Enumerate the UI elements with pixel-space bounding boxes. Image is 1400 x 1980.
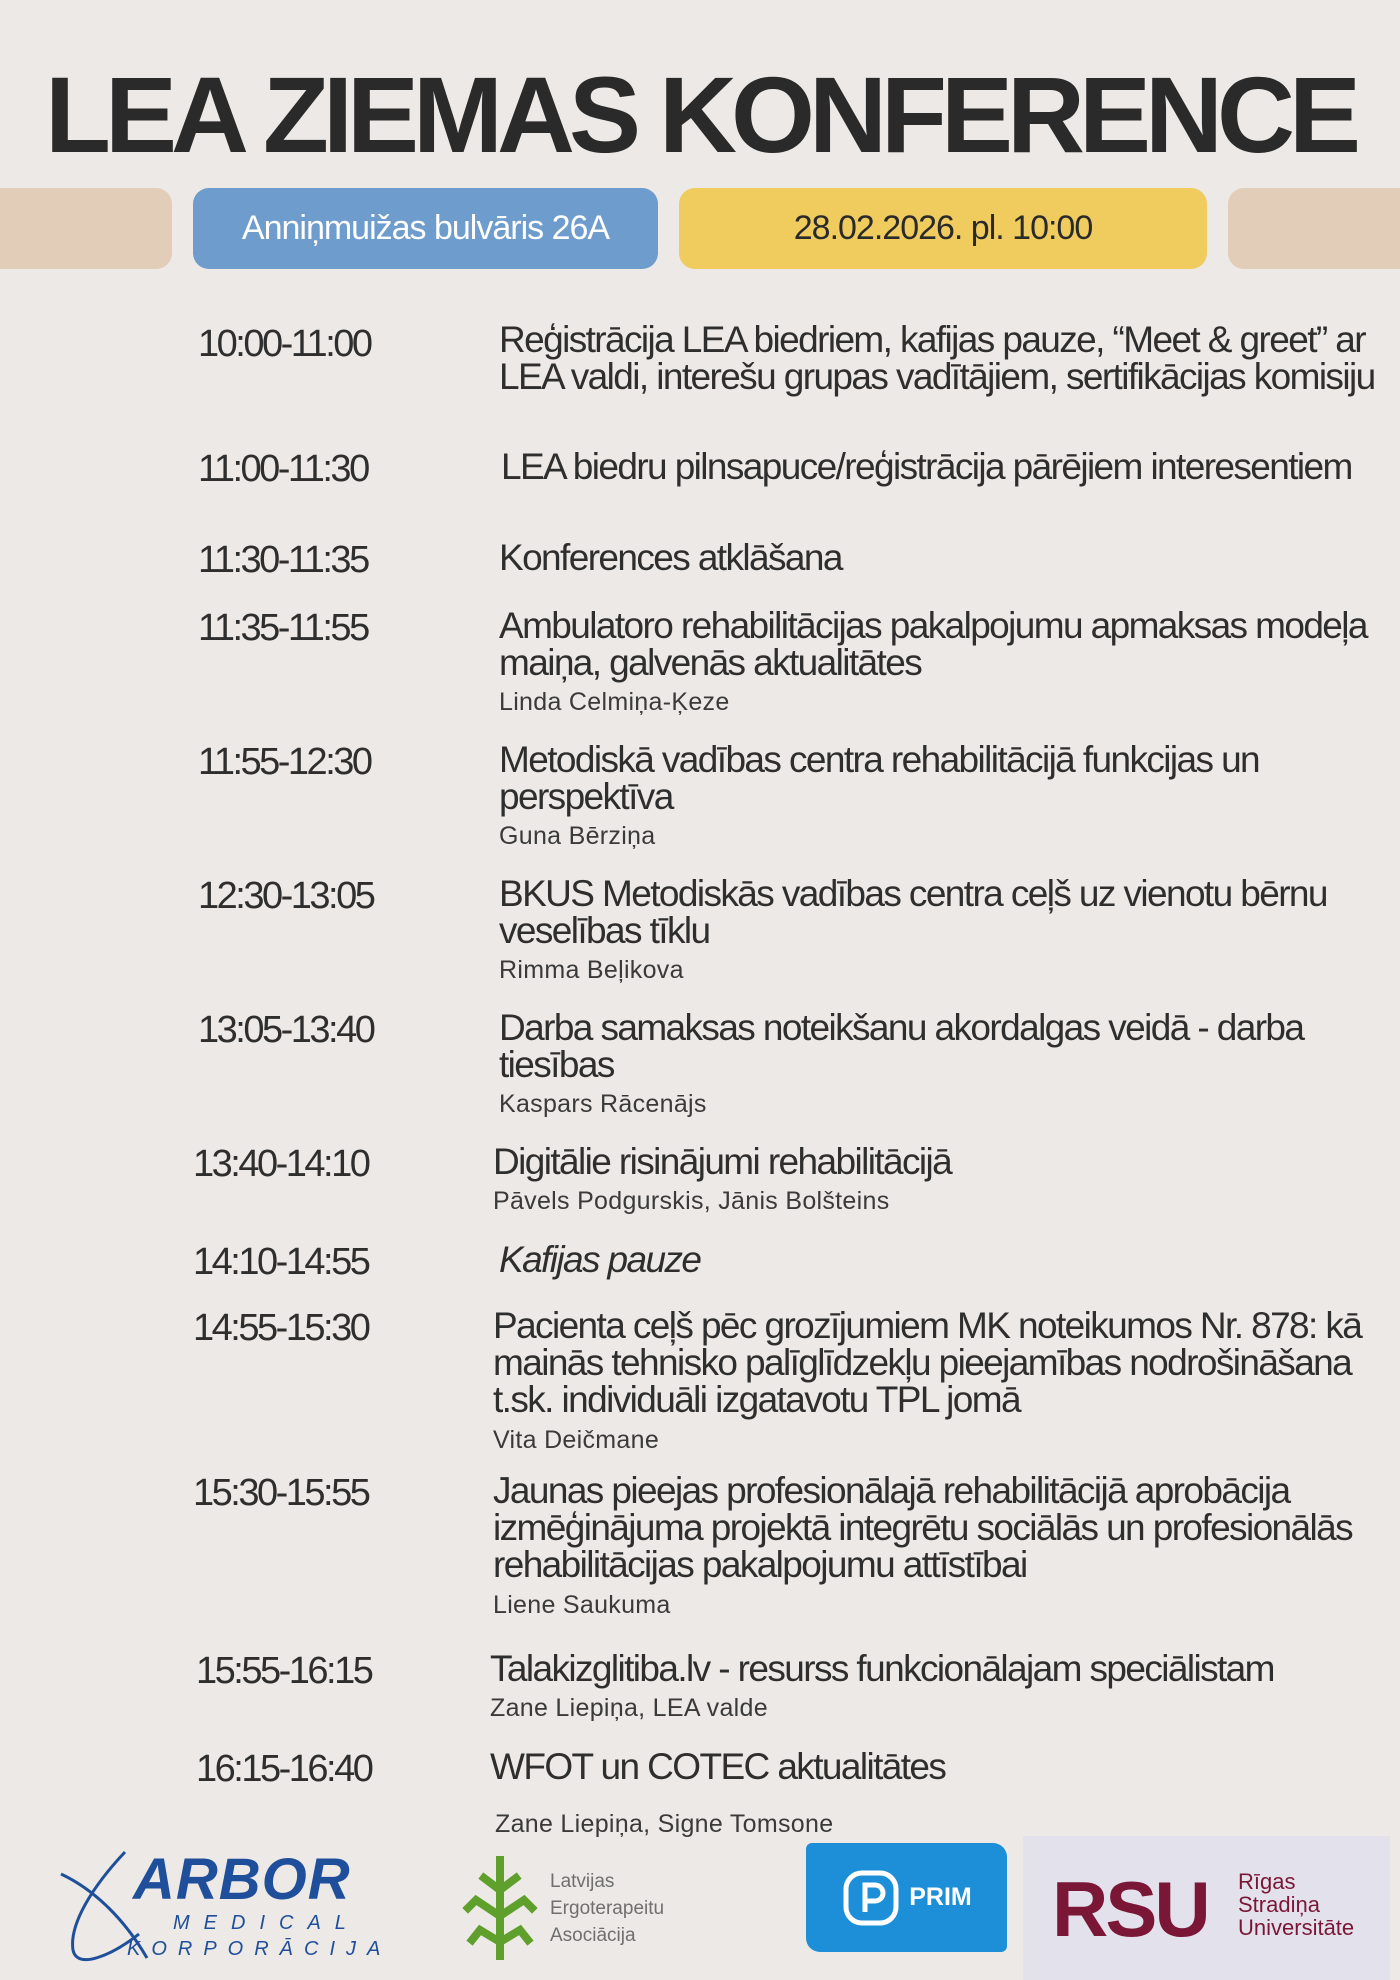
arbor-subtitle-1: MEDICAL [173,1912,360,1934]
lea-logo-text [550,1868,664,1949]
schedule-topic: Ambulatoro rehabilitācijas pakalpojumu apmaksas modeļa maiņa, galvenās aktualitātes [499,605,1367,683]
schedule-time: 11:55-12:30 [198,741,371,783]
address-badge: Anniņmuižas bulvāris 26A [193,188,658,269]
arbor-name: ARBOR [133,1847,351,1912]
schedule-time: 15:30-15:55 [193,1472,369,1514]
schedule-speaker: Rimma Beļikova [499,956,684,984]
schedule-time: 16:15-16:40 [196,1748,372,1790]
rsu-line-3: Universitāte [1238,1915,1355,1940]
decorative-pill-right [1228,188,1400,269]
schedule-time: 15:55-16:15 [196,1650,372,1692]
lea-line-2: Ergoterapeitu [550,1898,665,1919]
schedule-topic: Darba samaksas noteikšanu akordalgas veidā - darba tiesības [499,1007,1304,1085]
schedule-time: 10:00-11:00 [198,323,371,365]
schedule-time: 11:30-11:35 [198,539,368,581]
schedule-topic: Pacienta ceļš pēc grozījumiem MK noteikumos Nr. 878: kā mainās tehnisko palīglīdzekļu pieejamības nodrošināšana t.sk. individuāli izgatavotu TPL jomā [493,1305,1362,1420]
schedule-topic: BKUS Metodiskās vadības centra ceļš uz vienotu bērnu veselības tīklu [499,873,1327,951]
schedule-time: 12:30-13:05 [198,875,374,917]
schedule-speaker: Liene Saukuma [493,1591,671,1619]
schedule-time: 14:10-14:55 [193,1241,369,1283]
lea-line-3: Asociācija [550,1925,636,1946]
schedule-time: 13:05-13:40 [198,1009,374,1051]
prim-p-icon [841,1868,901,1928]
schedule-topic: Kafijas pauze [499,1239,701,1280]
schedule-time: 11:00-11:30 [198,448,368,490]
rsu-line-1: Rīgas [1238,1869,1296,1894]
page-title: LEA ZIEMAS KONFERENCE [44,54,1356,175]
schedule-speaker: Zane Liepiņa, LEA valde [490,1694,768,1722]
schedule-speaker: Kaspars Rācenājs [499,1090,707,1118]
schedule-speaker: Linda Celmiņa-Ķeze [499,688,730,716]
rsu-abbr: RSU [1052,1865,1208,1953]
schedule-time: 13:40-14:10 [193,1143,369,1185]
lea-logo [458,1846,698,1971]
rsu-full-name [1238,1870,1354,1939]
prim-logo [806,1843,1007,1952]
arbor-logo [55,1846,392,1971]
arbor-subtitle-2: KORPORĀCIJA [127,1938,392,1960]
schedule-time: 14:55-15:30 [193,1307,369,1349]
schedule-topic: Konferences atklāšana [499,537,842,578]
schedule-speaker: Zane Liepiņa, Signe Tomsone [495,1810,834,1838]
decorative-pill-left [0,188,172,269]
rsu-line-2: Stradiņa [1238,1892,1320,1917]
schedule-topic: Digitālie risinājumi rehabilitācijā [493,1141,952,1182]
schedule-topic: WFOT un COTEC aktualitātes [490,1746,946,1787]
date-time-badge: 28.02.2026. pl. 10:00 [679,188,1207,269]
schedule-time: 11:35-11:55 [198,607,368,649]
schedule-topic: Metodiskā vadības centra rehabilitācijā funkcijas un perspektīva [499,739,1260,817]
rsu-logo [1023,1836,1390,1980]
schedule-speaker: Guna Bērziņa [499,822,656,850]
schedule-topic: Talakizglitiba.lv - resurss funkcionālajam speciālistam [490,1648,1274,1689]
schedule-topic: Reģistrācija LEA biedriem, kafijas pauze, “Meet & greet” ar LEA valdi, interešu grupas vadītājiem, sertifikācijas komisiju [499,319,1375,397]
lea-line-1: Latvijas [550,1871,615,1892]
prim-name: PRIM [909,1883,972,1911]
schedule-topic: LEA biedru pilnsapuce/reģistrācija pārējiem interesentiem [501,446,1352,487]
schedule-speaker: Vita Deičmane [493,1426,660,1454]
lea-tree-icon [458,1856,543,1961]
sponsor-logos [0,1836,1400,1980]
schedule-topic: Jaunas pieejas profesionālajā rehabilitācijā aprobācija izmēģinājuma projektā integrētu sociālās un profesionālās rehabilitācijas pakalpojumu attīstībai [493,1470,1353,1585]
schedule-speaker: Pāvels Podgurskis, Jānis Bolšteins [493,1187,890,1215]
